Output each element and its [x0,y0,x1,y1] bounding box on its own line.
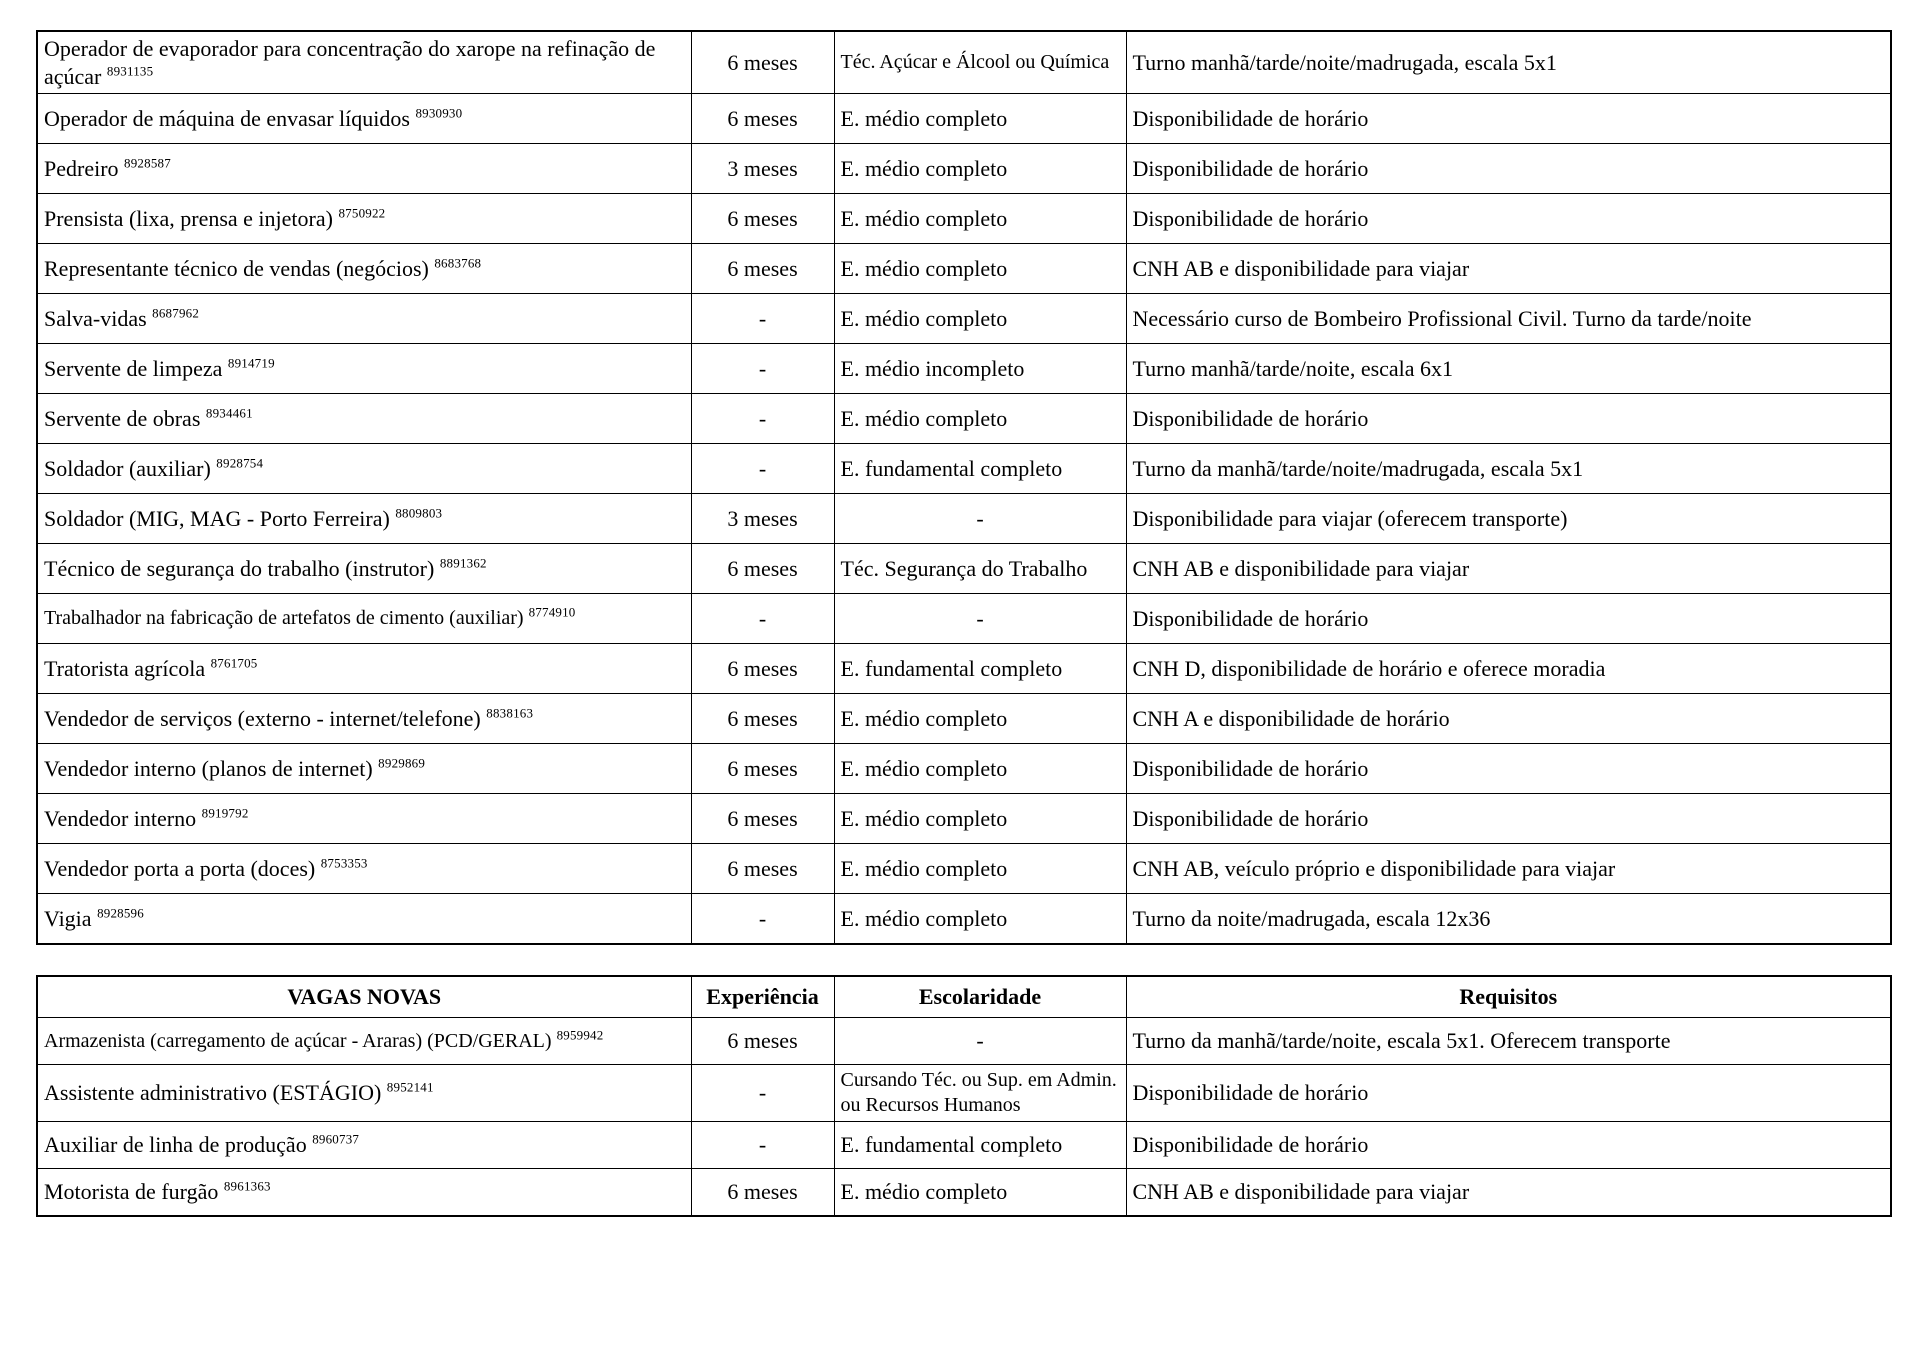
experience-cell: - [691,1122,834,1169]
job-row [37,544,1891,594]
job-row [37,494,1891,544]
job-title-cell [37,894,691,945]
job-id: 8931135 [106,63,154,79]
job-id: 8753353 [320,855,368,871]
education-cell: E. médio completo [834,244,1126,294]
education-cell: Téc. Açúcar e Álcool ou Química [834,31,1126,94]
job-id: 8960737 [312,1131,360,1147]
job-title-text: Armazenista (carregamento de açúcar - Araras) (PCD/GERAL) [44,1029,552,1052]
job-title-cell [37,1018,691,1065]
job-title-cell [37,194,691,244]
experience-cell: 6 meses [691,1169,834,1217]
job-row [37,1065,1891,1122]
job-row [37,794,1891,844]
job-title-text: Vendedor de serviços (externo - internet/telefone) [44,705,481,731]
requirements-cell: Turno da manhã/tarde/noite/madrugada, escala 5x1 [1126,444,1891,494]
job-title-cell [37,1122,691,1169]
education-cell: - [834,594,1126,644]
job-title-text: Salva-vidas [44,305,147,331]
job-id: 8774910 [528,604,576,620]
job-row [37,194,1891,244]
job-row [37,144,1891,194]
education-cell: E. médio completo [834,94,1126,144]
job-row [37,294,1891,344]
job-title-text: Vendedor interno (planos de internet) [44,755,373,781]
job-title-text: Soldador (MIG, MAG - Porto Ferreira) [44,505,390,531]
job-id: 8761705 [210,655,258,671]
requirements-cell: Disponibilidade para viajar (oferecem transporte) [1126,494,1891,544]
job-title-cell [37,294,691,344]
education-cell: E. fundamental completo [834,444,1126,494]
job-id: 8914719 [227,355,275,371]
requirements-cell: Turno da manhã/tarde/noite, escala 5x1. Oferecem transporte [1126,1018,1891,1065]
job-title-text: Servente de limpeza [44,355,223,381]
job-title-text: Vigia [44,905,92,931]
experience-cell: - [691,594,834,644]
job-title-text: Tratorista agrícola [44,655,206,681]
requirements-cell: Disponibilidade de horário [1126,94,1891,144]
job-title-cell [37,1169,691,1217]
job-title-text: Assistente administrativo (ESTÁGIO) [44,1080,382,1106]
job-title-text: Servente de obras [44,405,201,431]
header-escolaridade: Escolaridade [834,976,1126,1018]
job-title-text: Trabalhador na fabricação de artefatos de cimento (auxiliar) [44,607,524,629]
table-gap [36,945,1920,975]
education-cell: E. médio incompleto [834,344,1126,394]
job-id: 8961363 [223,1178,271,1194]
job-row [37,31,1891,94]
job-id: 8929869 [378,755,426,771]
job-row [37,744,1891,794]
experience-cell: - [691,394,834,444]
requirements-cell: Disponibilidade de horário [1126,1065,1891,1122]
experience-cell: 3 meses [691,144,834,194]
job-id: 8952141 [386,1079,434,1095]
header-vagas-novas: VAGAS NOVAS [37,976,691,1018]
job-title-cell [37,244,691,294]
vagas-novas-header-row [37,976,1891,1018]
experience-cell: 6 meses [691,194,834,244]
requirements-cell: Disponibilidade de horário [1126,794,1891,844]
job-title-cell [37,594,691,644]
job-title-cell [37,1065,691,1122]
education-cell: E. médio completo [834,144,1126,194]
requirements-cell: CNH A e disponibilidade de horário [1126,694,1891,744]
education-cell: E. médio completo [834,694,1126,744]
education-cell: E. médio completo [834,394,1126,444]
job-title-cell [37,844,691,894]
job-title-text: Vendedor porta a porta (doces) [44,855,316,881]
job-title-text: Representante técnico de vendas (negócios) [44,255,429,281]
education-cell: E. fundamental completo [834,644,1126,694]
job-title-cell [37,744,691,794]
job-title-text: Operador de máquina de envasar líquidos [44,105,410,131]
experience-cell: - [691,444,834,494]
vagas-novas-table [36,975,1892,1217]
job-id: 8687962 [152,305,200,321]
job-title-text: Soldador (auxiliar) [44,455,211,481]
job-id: 8838163 [486,705,534,721]
experience-cell: 6 meses [691,844,834,894]
job-title-cell [37,494,691,544]
job-title-cell [37,144,691,194]
job-title-cell [37,544,691,594]
requirements-cell: Turno manhã/tarde/noite/madrugada, escala 5x1 [1126,31,1891,94]
education-cell: E. médio completo [834,194,1126,244]
requirements-cell: CNH AB e disponibilidade para viajar [1126,244,1891,294]
education-cell: - [834,1018,1126,1065]
requirements-cell: Turno da noite/madrugada, escala 12x36 [1126,894,1891,945]
experience-cell: 6 meses [691,544,834,594]
job-row [37,844,1891,894]
job-title-cell [37,394,691,444]
experience-cell: 6 meses [691,244,834,294]
requirements-cell: CNH AB e disponibilidade para viajar [1126,1169,1891,1217]
job-row [37,94,1891,144]
job-id: 8809803 [395,505,443,521]
job-id: 8919792 [201,805,249,821]
requirements-cell: Disponibilidade de horário [1126,1122,1891,1169]
requirements-cell: Disponibilidade de horário [1126,594,1891,644]
job-title-text: Operador de evaporador para concentração do xarope na refinação de açúcar [44,36,656,89]
education-cell: E. fundamental completo [834,1122,1126,1169]
requirements-cell: CNH AB e disponibilidade para viajar [1126,544,1891,594]
job-row [37,694,1891,744]
education-cell: E. médio completo [834,844,1126,894]
requirements-cell: Turno manhã/tarde/noite, escala 6x1 [1126,344,1891,394]
job-title-cell [37,644,691,694]
job-title-cell [37,94,691,144]
education-cell: E. médio completo [834,294,1126,344]
requirements-cell: CNH AB, veículo próprio e disponibilidade para viajar [1126,844,1891,894]
requirements-cell: Disponibilidade de horário [1126,194,1891,244]
job-row [37,344,1891,394]
header-requisitos: Requisitos [1126,976,1891,1018]
job-id: 8683768 [434,255,482,271]
requirements-cell: Disponibilidade de horário [1126,394,1891,444]
experience-cell: 6 meses [691,644,834,694]
education-cell: E. médio completo [834,894,1126,945]
experience-cell: - [691,894,834,945]
requirements-cell: Disponibilidade de horário [1126,144,1891,194]
education-cell: E. médio completo [834,1169,1126,1217]
experience-cell: 6 meses [691,694,834,744]
education-cell: - [834,494,1126,544]
job-row [37,644,1891,694]
header-experiencia: Experiência [691,976,834,1018]
experience-cell: 6 meses [691,1018,834,1065]
experience-cell: 3 meses [691,494,834,544]
experience-cell: 6 meses [691,744,834,794]
experience-cell: - [691,344,834,394]
requirements-cell: Necessário curso de Bombeiro Profissional Civil. Turno da tarde/noite [1126,294,1891,344]
job-title-text: Auxiliar de linha de produção [44,1132,307,1158]
job-title-text: Prensista (lixa, prensa e injetora) [44,205,333,231]
job-row [37,894,1891,945]
job-row [37,1122,1891,1169]
job-id: 8930930 [415,105,463,121]
job-id: 8891362 [439,555,487,571]
job-title-text: Técnico de segurança do trabalho (instrutor) [44,555,435,581]
job-title-cell [37,444,691,494]
job-row [37,594,1891,644]
education-cell: Cursando Téc. ou Sup. em Admin. ou Recursos Humanos [834,1065,1126,1122]
education-cell: E. médio completo [834,744,1126,794]
requirements-cell: Disponibilidade de horário [1126,744,1891,794]
experience-cell: 6 meses [691,31,834,94]
job-row [37,1169,1891,1217]
job-id: 8928596 [97,905,144,921]
job-row [37,244,1891,294]
job-listings-table [36,30,1892,945]
job-id: 8928754 [216,455,264,471]
job-title-cell [37,344,691,394]
job-row [37,444,1891,494]
job-title-text: Pedreiro [44,155,119,181]
education-cell: Téc. Segurança do Trabalho [834,544,1126,594]
job-title-cell [37,794,691,844]
job-title-text: Vendedor interno [44,805,197,831]
job-id: 8750922 [338,205,386,221]
experience-cell: 6 meses [691,94,834,144]
job-row [37,1018,1891,1065]
experience-cell: - [691,1065,834,1122]
requirements-cell: CNH D, disponibilidade de horário e oferece moradia [1126,644,1891,694]
job-id: 8959942 [556,1026,604,1042]
job-title-cell [37,694,691,744]
job-id: 8934461 [205,405,253,421]
job-title-text: Motorista de furgão [44,1179,219,1205]
experience-cell: - [691,294,834,344]
job-title-cell [37,31,691,94]
education-cell: E. médio completo [834,794,1126,844]
job-id: 8928587 [124,155,171,171]
job-row [37,394,1891,444]
experience-cell: 6 meses [691,794,834,844]
